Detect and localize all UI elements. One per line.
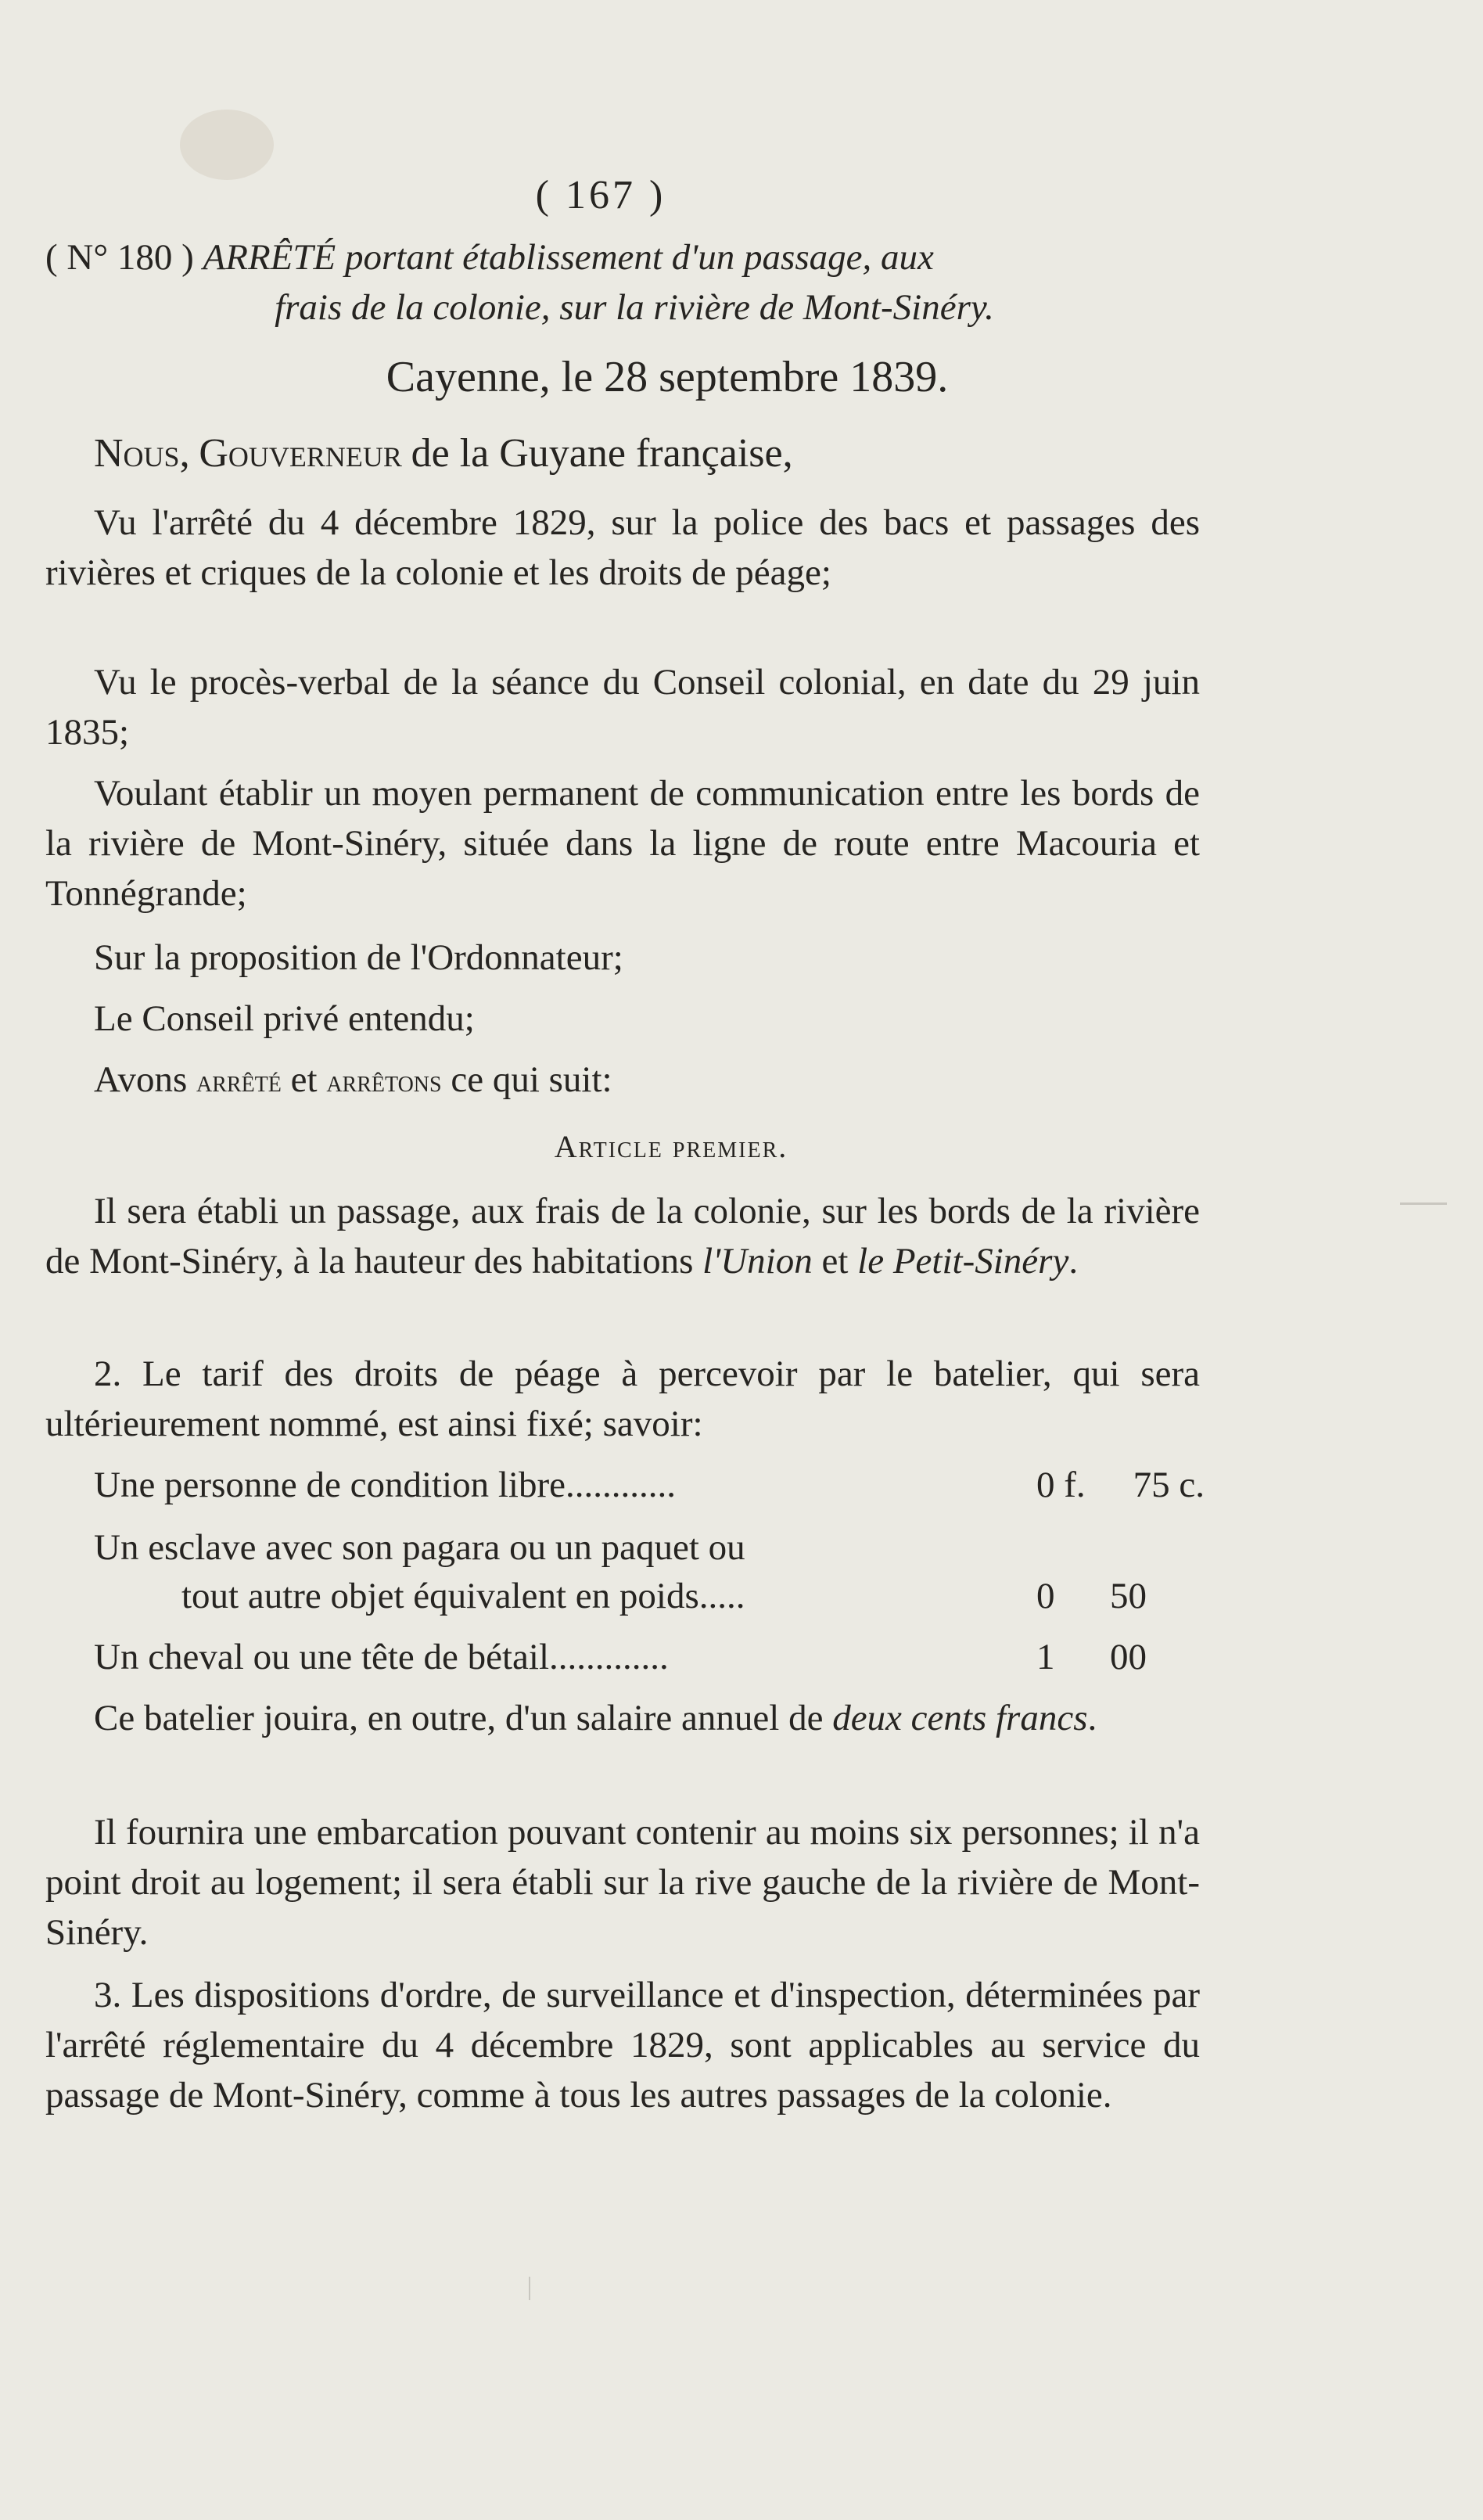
decree-title-part1: ARRÊTÉ portant établissement d'un passage, aux xyxy=(203,237,934,278)
embarcation-text: Il fournira une embarcation pouvant contenir au moins six personnes; il n'a point droit au logement; il sera établi sur la rive gauche de la rivière de Mont-Sinéry. xyxy=(45,1812,1200,1953)
tariff-row-esclave-cont xyxy=(181,1571,1198,1621)
dateline: Cayenne, le 28 septembre 1839. xyxy=(386,353,949,401)
tariff-row-cheval xyxy=(94,1632,1205,1682)
article-2-text: 2. Le tarif des droits de péage à percevoir par le batelier, qui sera ultérieurement nommé, est ainsi fixé; savoir: xyxy=(45,1353,1200,1444)
tariff-row-personne xyxy=(94,1460,1205,1510)
margin-mark xyxy=(1400,1202,1447,1205)
article-title: Article premier. xyxy=(554,1129,788,1164)
considerant-text: Vu l'arrêté du 4 décembre 1829, sur la police des bacs et passages des rivières et criques de la colonie et les droits de péage; xyxy=(45,502,1200,593)
tariff-centimes: 50 xyxy=(1110,1576,1147,1616)
considerant-4 xyxy=(45,933,1200,983)
considerant-5 xyxy=(45,994,1200,1044)
considerant-text: Vu le procès-verbal de la séance du Conseil colonial, en date du 29 juin 1835; xyxy=(45,662,1200,753)
preamble xyxy=(45,429,1200,480)
tariff-francs: 0 xyxy=(1036,1576,1055,1616)
decision-arrete: arrêté xyxy=(196,1063,282,1098)
document-heading xyxy=(45,232,1200,333)
embarcation xyxy=(45,1807,1200,1957)
article-1-text: Il sera établi un passage, aux frais de la colonie, sur les bords de la rivière de Mont-Sinéry, à la hauteur des habitations xyxy=(45,1191,1200,1282)
decision-arretons: arrêtons xyxy=(326,1063,442,1098)
article-3 xyxy=(45,1970,1200,2120)
decision-avons: Avons xyxy=(94,1059,188,1100)
tariff-francs: 1 xyxy=(1036,1637,1055,1677)
habitation-petit-sinery: le Petit-Sinéry xyxy=(857,1241,1069,1282)
page-number: ( 167 ) xyxy=(535,173,666,217)
preamble-nous: Nous, xyxy=(94,431,190,476)
habitation-union: l'Union xyxy=(702,1241,813,1282)
considerant-2 xyxy=(45,657,1200,757)
article-1-et: et xyxy=(821,1241,849,1282)
article-2 xyxy=(45,1349,1200,1449)
tariff-label: Une personne de condition libre............ xyxy=(94,1465,676,1505)
batelier-text: Ce batelier jouira, en outre, d'un salaire annuel de xyxy=(94,1698,824,1738)
batelier-salary xyxy=(45,1693,1200,1743)
considerant-text: Sur la proposition de l'Ordonnateur; xyxy=(94,937,623,978)
batelier-end: . xyxy=(1087,1698,1097,1738)
considerant-1 xyxy=(45,498,1200,598)
margin-mark xyxy=(529,2277,530,2300)
batelier-amount: deux cents francs xyxy=(832,1698,1088,1738)
preamble-rest: de la Guyane française, xyxy=(411,431,793,476)
tariff-label-line1: Un esclave avec son pagara ou un paquet ou xyxy=(94,1527,745,1568)
decision xyxy=(45,1055,1200,1106)
tariff-label: Un cheval ou une tête de bétail............. xyxy=(94,1637,669,1677)
tariff-row-esclave xyxy=(94,1522,1205,1573)
considerant-text: Le Conseil privé entendu; xyxy=(94,998,475,1039)
decree-title-part2: frais de la colonie, sur la rivière de Mont-Sinéry. xyxy=(275,287,994,328)
considerant-3 xyxy=(45,768,1200,918)
decision-suit: ce qui suit: xyxy=(451,1059,612,1100)
considerant-text: Voulant établir un moyen permanent de communication entre les bords de la rivière de Mont-Sinéry, située dans la ligne de route entre Macouria et Tonnégrande; xyxy=(45,773,1200,914)
tariff-centimes: 00 xyxy=(1110,1637,1147,1677)
article-1-end: . xyxy=(1068,1241,1079,1282)
preamble-gouverneur: Gouverneur xyxy=(199,431,402,476)
article-3-text: 3. Les dispositions d'ordre, de surveillance et d'inspection, déterminées par l'arrêté réglementaire du 4 décembre 1829, sont applicables au service du passage de Mont-Sinéry, comme à tous les autres passages de la colonie. xyxy=(45,1975,1200,2116)
tariff-centimes: 75 c. xyxy=(1133,1465,1205,1505)
decree-number: ( N° 180 ) xyxy=(45,237,194,278)
tariff-francs: 0 f. xyxy=(1036,1465,1086,1505)
tariff-label-line2: tout autre objet équivalent en poids..... xyxy=(181,1576,745,1616)
decision-et: et xyxy=(290,1059,318,1100)
article-1 xyxy=(45,1186,1200,1286)
paper-stain xyxy=(180,110,274,180)
heading-line-1 xyxy=(45,237,934,278)
